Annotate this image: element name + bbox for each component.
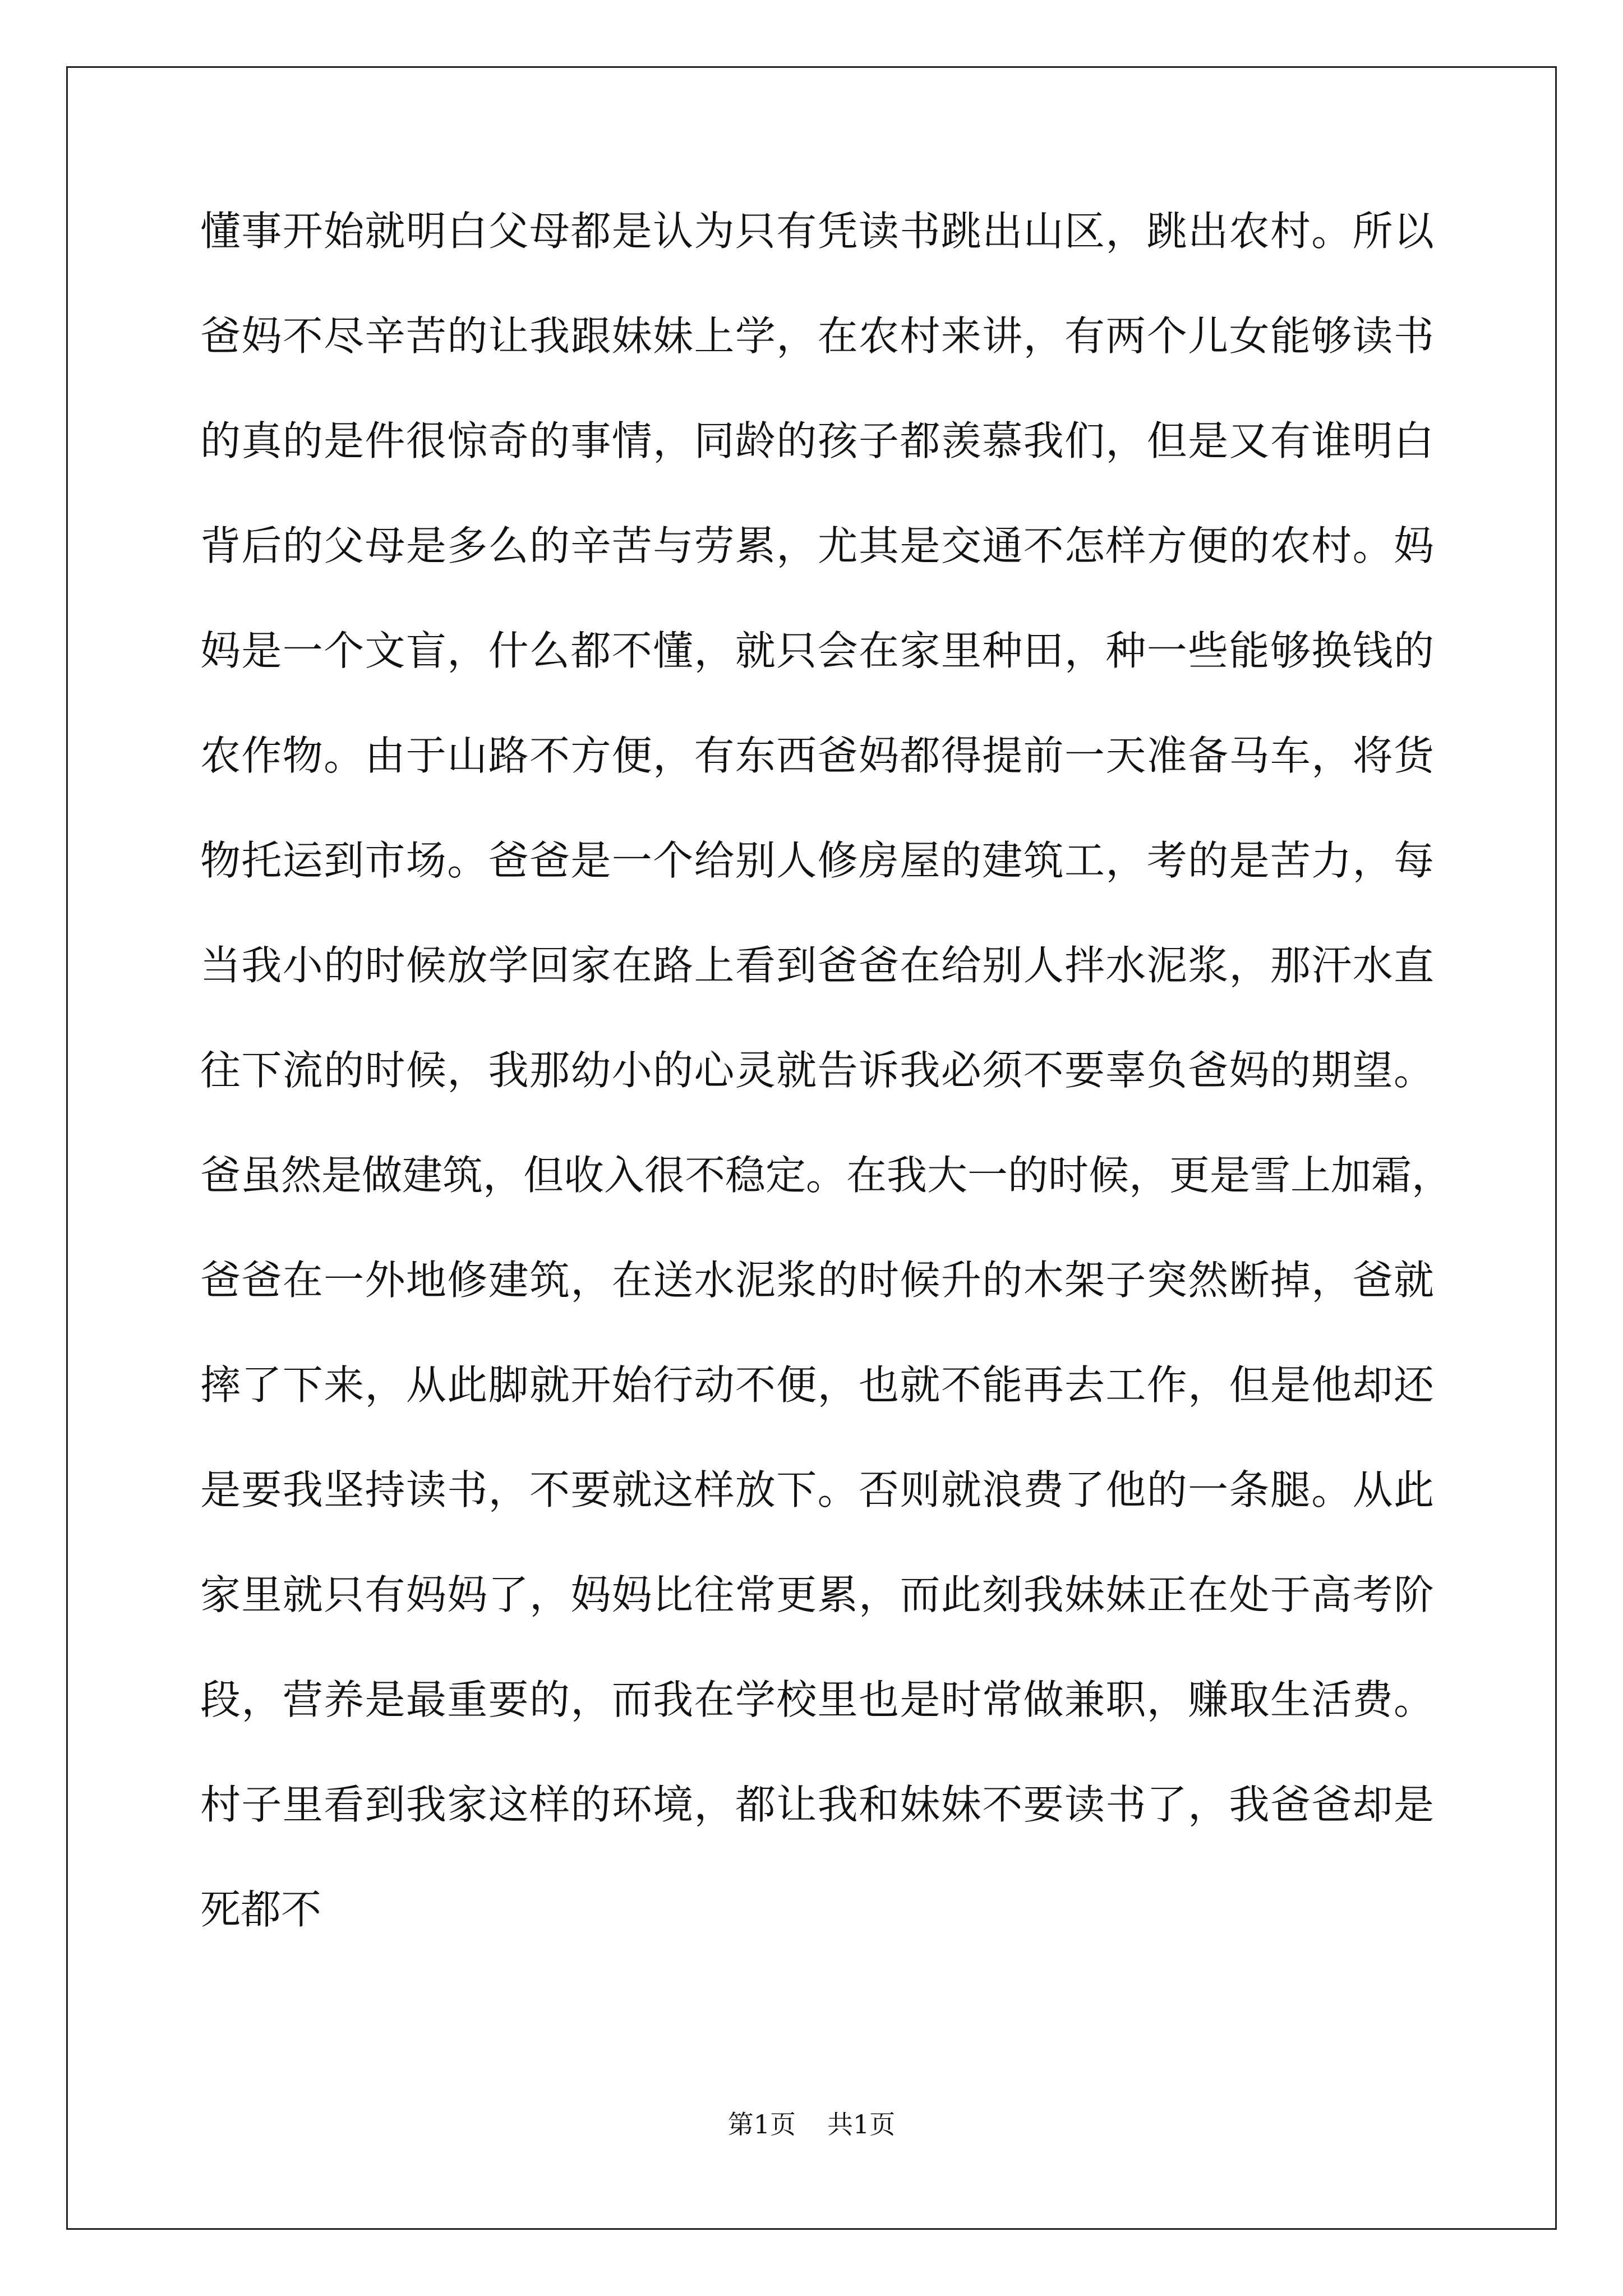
text-line: 家里就只有妈妈了，妈妈比往常更累，而此刻我妹妹正在处于高考阶 — [200, 1571, 1434, 1618]
page-footer — [0, 2111, 1623, 2137]
text-line: 段，营养是最重要的，而我在学校里也是时常做兼职，赚取生活费。 — [200, 1676, 1434, 1723]
text-line: 村子里看到我家这样的环境，都让我和妹妹不要读书了，我爸爸却是 — [200, 1781, 1434, 1828]
text-line: 摔了下来，从此脚就开始行动不便，也就不能再去工作，但是他却还 — [200, 1361, 1434, 1409]
text-line: 懂事开始就明白父母都是认为只有凭读书跳出山区，跳出农村。所以 — [200, 208, 1434, 255]
text-line: 农作物。由于山路不方便，有东西爸妈都得提前一天准备马车，将货 — [200, 732, 1434, 779]
body-text — [200, 208, 1453, 1994]
text-line: 物托运到市场。爸爸是一个给别人修房屋的建筑工，考的是苦力，每 — [200, 837, 1434, 884]
text-line: 死都不 — [200, 1886, 322, 1933]
text-line: 爸妈不尽辛苦的让我跟妹妹上学，在农村来讲，有两个儿女能够读书 — [200, 312, 1434, 360]
text-line: 的真的是件很惊奇的事情，同龄的孩子都羡慕我们，但是又有谁明白 — [200, 417, 1434, 464]
text-line: 当我小的时候放学回家在路上看到爸爸在给别人拌水泥浆，那汗水直 — [200, 942, 1434, 989]
text-line: 爸虽然是做建筑，但收入很不稳定。在我大一的时候，更是雪上加霜， — [200, 1152, 1453, 1199]
page-number-total: 共1页 — [827, 2109, 896, 2139]
page-number-current: 第1页 — [727, 2109, 796, 2139]
text-line: 妈是一个文盲，什么都不懂，就只会在家里种田，种一些能够换钱的 — [200, 627, 1434, 674]
text-line: 背后的父母是多么的辛苦与劳累，尤其是交通不怎样方便的农村。妈 — [200, 522, 1434, 569]
text-line: 往下流的时候，我那幼小的心灵就告诉我必须不要辜负爸妈的期望。 — [200, 1047, 1434, 1094]
text-line: 爸爸在一外地修建筑，在送水泥浆的时候升的木架子突然断掉，爸就 — [200, 1257, 1434, 1304]
text-line: 是要我坚持读书，不要就这样放下。否则就浪费了他的一条腿。从此 — [200, 1466, 1434, 1513]
